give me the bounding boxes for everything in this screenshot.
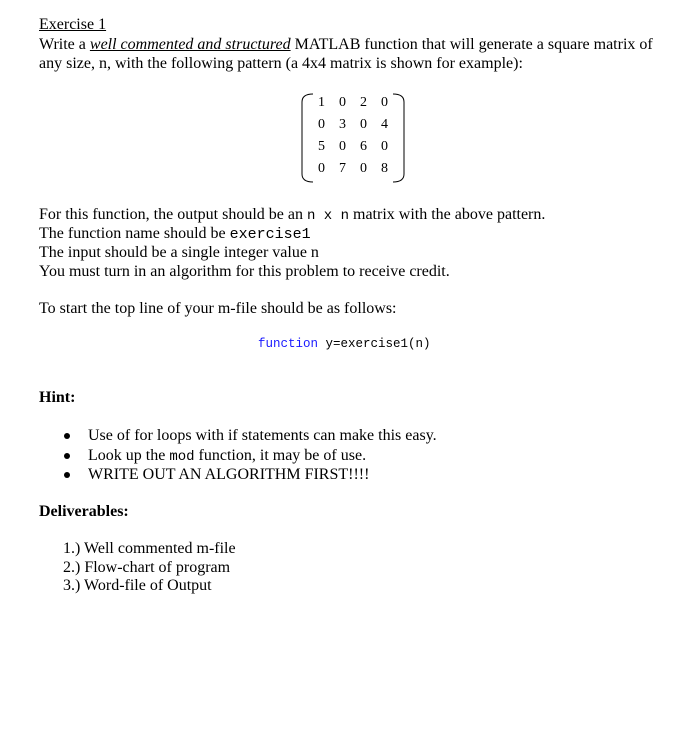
list-item: 3.) Word-file of Output: [63, 577, 212, 594]
list-item: [58, 446, 437, 466]
matrix-cell: 6: [360, 139, 367, 154]
requirement-function-name-code: exercise1: [229, 226, 311, 243]
code-keyword: function: [258, 337, 319, 351]
deliverables-heading: Deliverables:: [39, 503, 129, 520]
intro-emphasis: well commented and structured: [89, 36, 291, 53]
matrix-cell: 0: [318, 117, 325, 132]
list-item: 1.) Well commented m-file: [63, 540, 236, 557]
requirement-output-pre: For this function, the output should be an: [39, 206, 307, 223]
matrix-cell: 5: [318, 139, 325, 154]
bullet-icon: [64, 433, 70, 439]
hint-text: Use of for loops with if statements can make this easy.: [88, 427, 437, 444]
start-instruction: To start the top line of your m-file should be as follows:: [39, 300, 397, 317]
matrix-cell: 1: [318, 95, 325, 110]
matrix-cell: 0: [360, 117, 367, 132]
exercise-title: Exercise 1: [39, 16, 107, 33]
requirement-output: [39, 206, 545, 225]
requirement-output-code: n x n: [306, 208, 349, 224]
matrix-cell: 8: [381, 161, 388, 176]
matrix-cell: 0: [381, 139, 388, 154]
matrix-cell: 7: [339, 161, 346, 176]
hint-text: WRITE OUT AN ALGORITHM FIRST!!!!: [88, 466, 370, 483]
hint-code: mod: [169, 448, 195, 465]
bullet-icon: [64, 472, 70, 478]
requirement-input: The input should be a single integer value n: [39, 244, 319, 261]
matrix-cell: 0: [339, 139, 346, 154]
intro-paragraph: [39, 35, 669, 73]
matrix-row: [311, 136, 395, 158]
code-line: [258, 335, 431, 353]
matrix-cell: 0: [339, 95, 346, 110]
requirement-output-post: matrix with the above pattern.: [349, 206, 546, 223]
hint-text: Look up the: [88, 446, 170, 464]
matrix-cell: 0: [318, 161, 325, 176]
hint-text: function, it may be of use.: [194, 446, 367, 464]
list-item: [58, 426, 437, 446]
matrix-row: [311, 158, 395, 180]
hint-list: [58, 426, 437, 485]
matrix-cell: 0: [381, 95, 388, 110]
example-matrix: [301, 90, 405, 186]
requirement-algorithm: You must turn in an algorithm for this problem to receive credit.: [39, 263, 450, 280]
hint-heading: Hint:: [39, 389, 76, 406]
code-signature: y=exercise1(n): [318, 337, 431, 351]
matrix-cell: 3: [339, 117, 346, 132]
deliverables-list: [63, 540, 236, 596]
intro-prefix: Write a: [39, 36, 90, 53]
matrix-row: [311, 114, 395, 136]
matrix-row: [311, 92, 395, 114]
bullet-icon: [64, 453, 70, 459]
requirement-function-name-pre: The function name should be: [39, 225, 230, 242]
list-item: 2.) Flow-chart of program: [63, 558, 231, 576]
list-item: [58, 465, 437, 485]
matrix-cell: 2: [360, 95, 367, 110]
matrix-cell: 0: [360, 161, 367, 176]
requirement-function-name: [39, 225, 311, 244]
matrix-cell: 4: [381, 117, 388, 132]
intro-suffix: MATLAB function that will generate a square matrix of any size, n, with the following pattern (a 4x4 matrix is shown for example):: [39, 36, 653, 72]
